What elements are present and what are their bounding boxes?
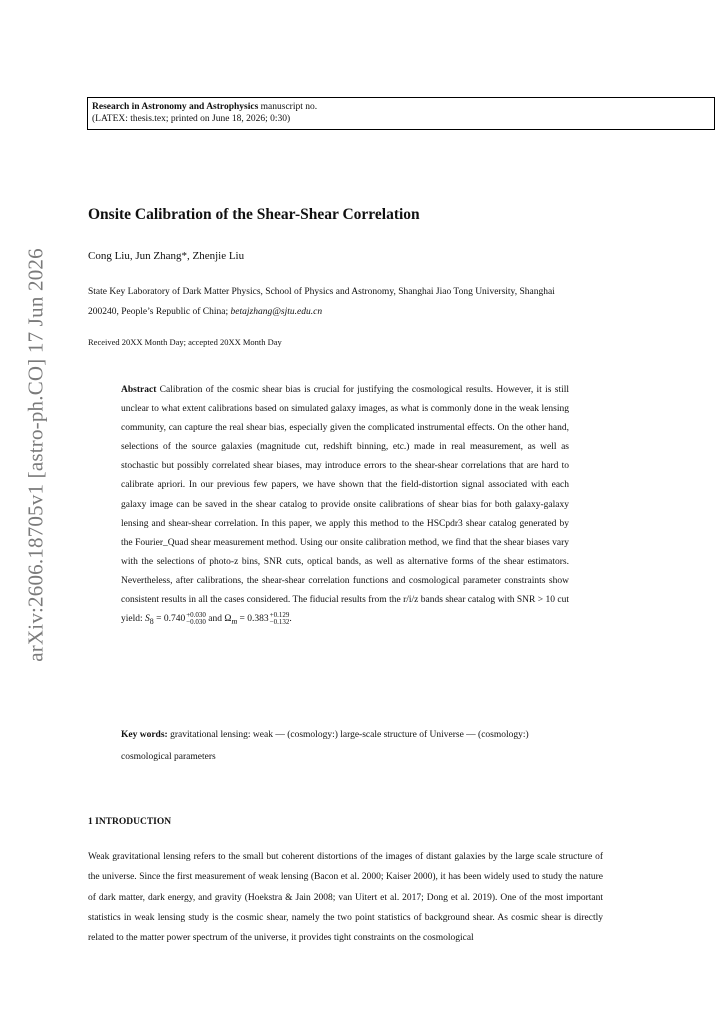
- introduction-paragraph: Weak gravitational lensing refers to the small but coherent distortions of the images of distant galaxies by the large scale structure of the universe. Since the first measurement of weak lensing (Bacon et al. 2000; Kaiser 2000), it has been widely used to study the nature of dark matter, dark energy, and gravity (Hoekstra & Jain 2008; van Uitert et al. 2017; Dong et al. 2019). One of the most important statistics in weak lensing study is the cosmic shear, namely the two point statistics of background shear. As cosmic shear is directly related to the matter power spectrum of the universe, it provides tight constraints on the cosmological: [88, 852, 603, 944]
- and-text: and: [205, 614, 225, 625]
- abstract-end: .: [289, 614, 292, 625]
- manuscript-label: manuscript no.: [258, 102, 318, 112]
- s8-symbol: S: [145, 614, 150, 625]
- omega-plus-error: +0.129: [269, 610, 290, 619]
- journal-header-box: [87, 97, 715, 130]
- keywords: [121, 724, 569, 768]
- email-link[interactable]: betajzhang@sjtu.edu.cn: [230, 307, 323, 317]
- received-date: Received 20XX Month Day; accepted 20XX Month Day: [88, 337, 282, 347]
- abstract-text: Calibration of the cosmic shear bias is crucial for justifying the cosmological results. However, it is still unclear to what extent calibrations based on simulated galaxy images, as what is commonly done in the weak lensing community, can capture the real shear bias, especially given the complicated instrumental effects. On the other hand, selections of the source galaxies (magnitude cut, redshift binning, etc.) made in real measurement, as well as stochastic but possibly correlated shear biases, may introduce errors to the shear-shear correlations that are hard to calibrate apriori. In our previous few papers, we have shown that the field-distortion signal associated with each galaxy image can be saved in the shear catalog to provide onsite calibrations of shear bias for both galaxy-galaxy lensing and shear-shear correlation. In this paper, we apply this method to the HSCpdr3 shear catalog generated by the Fourier_Quad shear measurement method. Using our onsite calibration method, we find that the shear biases vary with the selections of photo-z bins, SNR cuts, optical bands, as well as alternative forms of the shear estimators. Nevertheless, after calibrations, the shear-shear correlation functions and cosmological parameter constraints show consistent results in all the cases considered. The fiducial results from the r/i/z bands shear catalog with SNR > 10 cut yield:: [121, 385, 569, 625]
- keywords-text: gravitational lensing: weak — (cosmology:) large-scale structure of Universe — (cosmology:) cosmological parameters: [121, 730, 529, 762]
- s8-subscript: 8: [149, 617, 154, 627]
- section-heading-introduction: 1 INTRODUCTION: [88, 817, 172, 827]
- abstract: [121, 381, 569, 631]
- keywords-label: Key words:: [121, 730, 168, 740]
- abstract-label: Abstract: [121, 385, 157, 395]
- s8-minus-error: −0.030: [186, 617, 206, 626]
- arxiv-identifier[interactable]: arXiv:2606.18705v1 [astro-ph.CO] 17 Jun 2026: [23, 248, 48, 662]
- journal-line: [92, 101, 710, 113]
- s8-value: = 0.740: [153, 614, 186, 625]
- journal-name: Research in Astronomy and Astrophysics: [92, 102, 259, 112]
- s8-plus-error: +0.030: [186, 610, 206, 619]
- omega-symbol: Ω: [224, 614, 232, 625]
- omega-value: = 0.383: [237, 614, 269, 625]
- omega-subscript: m: [231, 617, 238, 627]
- author-list: Cong Liu, Jun Zhang*, Zhenjie Liu: [88, 250, 245, 262]
- affiliation: [88, 282, 588, 322]
- omega-minus-error: −0.132: [269, 617, 290, 626]
- omega-errors: [270, 612, 290, 626]
- s8-errors: [186, 612, 206, 626]
- latex-line: (LATEX: thesis.tex; printed on June 18, 2026; 0:30): [92, 114, 291, 124]
- paper-title: Onsite Calibration of the Shear-Shear Correlation: [88, 206, 420, 223]
- affiliation-text: State Key Laboratory of Dark Matter Physics, School of Physics and Astronomy, Shanghai Jiao Tong University, Shanghai 200240, People’s Republic of China;: [88, 287, 555, 317]
